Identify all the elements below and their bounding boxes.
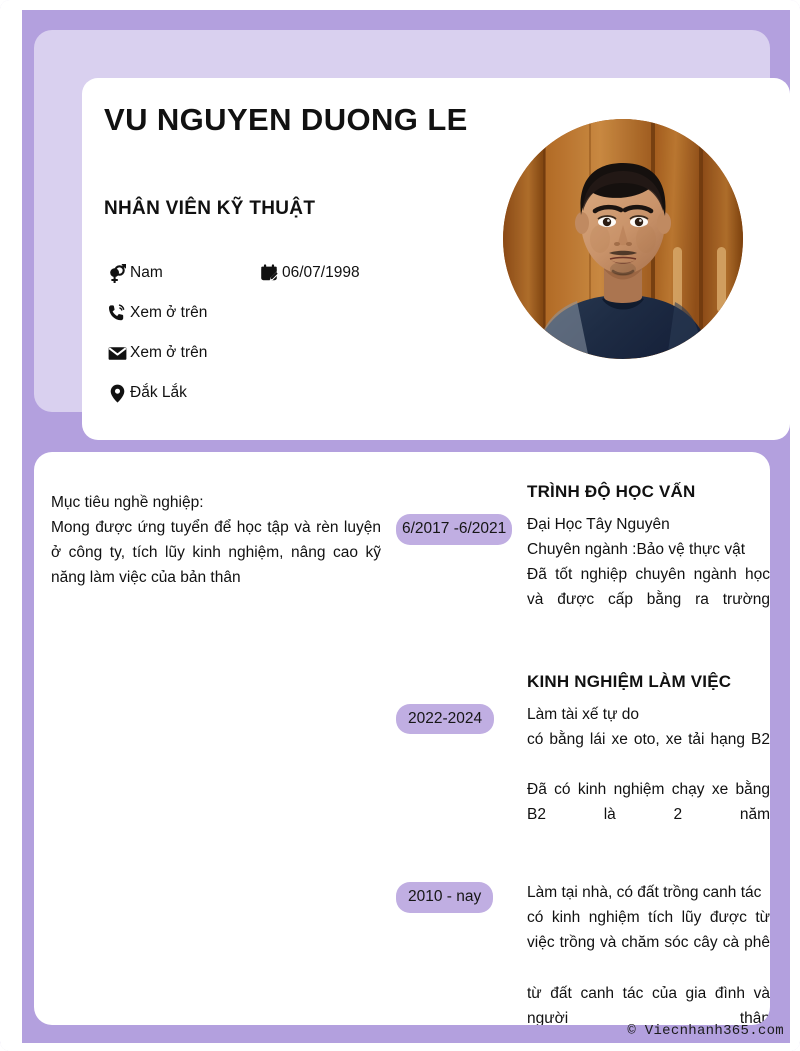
frame-gutter-bottom	[0, 1043, 800, 1051]
experience-entry	[396, 702, 770, 853]
contact-row-phone	[104, 293, 504, 333]
calendar-icon	[256, 264, 282, 282]
education-details	[527, 512, 770, 638]
contact-list	[104, 253, 504, 413]
avatar	[503, 119, 743, 359]
email-icon	[104, 346, 130, 361]
experience-role: Làm tài xế tự do	[527, 705, 640, 723]
experience-period-wrap	[396, 880, 527, 913]
experience-entry	[396, 880, 770, 1025]
contact-email: Xem ở trên	[130, 344, 208, 362]
education-major: Chuyên ngành :Bảo vệ thực vật	[527, 541, 746, 559]
contact-gender: Nam	[130, 264, 163, 282]
education-school: Đại Học Tây Nguyên	[527, 516, 670, 533]
experience-line-2: có kinh nghiệm tích lũy được từ việc trồng và chăm sóc cây cà phê	[527, 909, 770, 952]
experience-role: Làm tại nhà, có đất trồng canh tác	[527, 884, 762, 902]
contact-location: Đắk Lắk	[130, 384, 187, 402]
header-card	[34, 30, 770, 412]
education-period-wrap	[396, 512, 527, 545]
contact-row-location	[104, 373, 504, 413]
frame-gutter-left	[0, 0, 22, 1051]
contact-birthdate: 06/07/1998	[282, 264, 360, 282]
contact-row-gender-birthdate	[104, 253, 504, 293]
watermark: © Viecnhanh365.com	[627, 1023, 784, 1039]
location-icon	[104, 384, 130, 403]
body-card	[34, 452, 770, 1025]
experience-period-badge: 2022-2024	[396, 704, 494, 735]
phone-icon	[104, 304, 130, 322]
page-title: VU NGUYEN DUONG LE	[104, 102, 468, 137]
experience-details	[527, 702, 770, 853]
objective-label: Mục tiêu nghề nghiệp:	[51, 494, 204, 511]
timeline-column	[396, 482, 770, 1025]
frame-gutter-top	[0, 0, 800, 10]
job-title: NHÂN VIÊN KỸ THUẬT	[104, 198, 316, 219]
experience-heading: KINH NGHIỆM LÀM VIỆC	[527, 671, 732, 691]
objective-section	[51, 490, 381, 590]
objective-text: Mong được ứng tuyển để học tập và rèn luyện ở công ty, tích lũy kinh nghiệm, nâng cao kỹ năng làm việc của bản thân	[51, 519, 381, 587]
contact-phone: Xem ở trên	[130, 304, 208, 322]
education-entry	[396, 512, 770, 638]
frame-gutter-right	[790, 0, 800, 1051]
experience-details	[527, 880, 770, 1025]
education-heading: TRÌNH ĐỘ HỌC VẤN	[527, 482, 696, 501]
contact-row-email	[104, 333, 504, 373]
experience-line-3: Đã có kinh nghiệm chạy xe bằng B2 là 2 năm	[527, 780, 770, 823]
experience-period-wrap	[396, 702, 527, 735]
gender-icon	[104, 264, 130, 283]
header-inner-card	[82, 78, 790, 440]
experience-period-badge: 2010 - nay	[396, 882, 493, 913]
experience-line-2: có bằng lái xe oto, xe tải hạng B2	[527, 730, 770, 748]
contact-birthdate-group	[256, 264, 360, 282]
experience-line-3: từ đất canh tác của gia đình và người thân	[527, 984, 770, 1025]
education-note: Đã tốt nghiệp chuyên ngành học và được cấp bằng ra trường	[527, 566, 770, 609]
education-period-badge: 6/2017 -6/2021	[396, 514, 512, 545]
